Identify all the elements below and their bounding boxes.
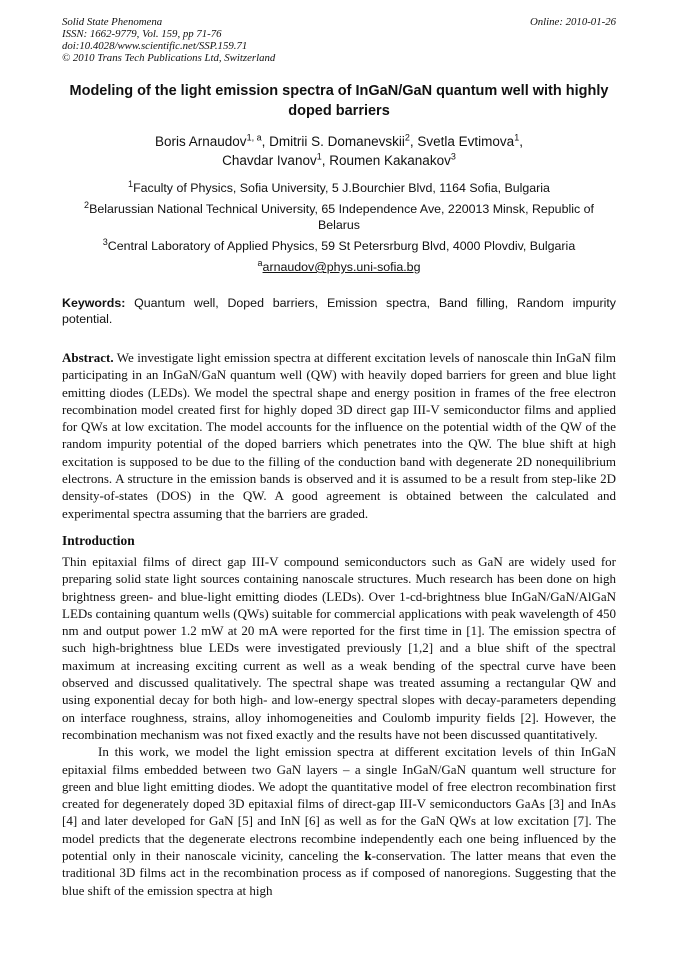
email-link[interactable]: arnaudov@phys.uni-sofia.bg	[262, 260, 421, 274]
abstract-label: Abstract.	[62, 350, 114, 365]
email-sup: a	[257, 257, 263, 268]
affiliation-text: Belarussian National Technical University, 65 Independence Ave, 220013 Minsk, Republic of Belarus	[89, 202, 594, 232]
affiliations-block	[62, 180, 616, 275]
paper-title: Modeling of the light emission spectra of InGaN/GaN quantum well with highly doped barriers	[69, 83, 609, 119]
abstract-text: We investigate light emission spectra at different excitation levels of nanoscale thin InGaN film participating in an InGaN/GaN quantum well (QW) with heavily doped barriers for green and blue light emitting diodes (LEDs). We model the spectral shape and energy position in frames of the free electron recombination model created first for highly doped 3D direct gap III-V semiconductor films and applied for QWs at low excitation. The model accounts for the influence on the potential width of the QW of the random impurity potential of the doped barriers which penetrates into the QW. The blue shift at high excitation is supposed to be due to the filling of the conduction band with degenerate 2D nonequilibrium electrons. A structure in the emission bands is observed and it is assumed to be a result from step-like 2D density-of-states (DOS) in the QW. A good agreement is obtained between the calculated and experimental spectra assuming that the barriers are graded.	[62, 350, 616, 521]
journal-header	[62, 16, 616, 64]
author-name: Roumen Kakanakov	[329, 153, 451, 168]
issn-line: ISSN: 1662-9779, Vol. 159, pp 71-76	[62, 28, 222, 40]
introduction-heading: Introduction	[62, 532, 135, 548]
copyright-line: © 2010 Trans Tech Publications Ltd, Switzerland	[62, 52, 276, 64]
doi-line: doi:10.4028/www.scientific.net/SSP.159.71	[62, 40, 248, 52]
author-separator: ,	[409, 134, 418, 149]
author-separator: ,	[321, 153, 330, 168]
intro-paragraph-2	[62, 743, 616, 899]
email-line	[62, 259, 616, 275]
author-separator: ,	[519, 134, 523, 149]
journal-name: Solid State Phenomena	[62, 16, 163, 28]
author-name: Boris Arnaudov	[155, 134, 247, 149]
affiliation-3	[62, 238, 616, 254]
affiliation-sup: 3	[102, 236, 108, 247]
keywords-label: Keywords:	[62, 296, 126, 310]
authors-block	[62, 132, 616, 170]
authors-line-2	[62, 151, 616, 170]
affiliation-text: Faculty of Physics, Sofia University, 5 J.Bourchier Blvd, 1164 Sofia, Bulgaria	[133, 181, 550, 195]
keywords-block	[62, 295, 616, 327]
author-sup: 1	[514, 132, 520, 143]
author-name: Svetla Evtimova	[417, 134, 515, 149]
author-separator: ,	[261, 134, 270, 149]
author-sup: 1	[316, 151, 322, 162]
abstract-block	[62, 349, 616, 522]
author-name: Chavdar Ivanov	[222, 153, 317, 168]
bold-k-symbol: k	[364, 848, 372, 864]
intro-paragraph-1: Thin epitaxial films of direct gap III-V compound semiconductors such as GaN are widely used for preparing solid state light sources containing nanoscale structures. Much research has been done on high brightness green- and blue-light emitting diodes (LEDs). Over 1-cd-brightness blue InGaN/GaN/AlGaN LEDs containing quantum wells (QWs) suitable for commercial applications with peak wavelength of 450 nm and output power 1.2 mW at 20 mA were reported for the first time in [1]. The emission spectra of such high-brightness blue LEDs were investigated previously [1,2] and a blue shift of the spectral maximum at increasing exciting current as well as a weak bending of the spectral curve have been observed and discussed qualitatively. The spectral shape was treated assuming a rectangular QW and using exponential decay for both high- and low-energy spectral slopes with decay-parameters depending on interface roughness, strains, alloy inhomogeneities and Coulomb impurity fields [2]. However, the recombination mechanism was not fixed exactly and the results have not been discussed quantitatively.	[62, 553, 616, 742]
author-name: Dmitrii S. Domanevskii	[269, 134, 405, 149]
online-date: Online: 2010-01-26	[529, 16, 616, 28]
authors-line-1	[62, 132, 616, 151]
author-sup: 3	[450, 151, 456, 162]
author-sup: 2	[404, 132, 410, 143]
affiliation-1	[62, 180, 616, 196]
affiliation-sup: 2	[84, 199, 90, 210]
author-sup: 1, a	[246, 132, 262, 143]
keywords-text: Quantum well, Doped barriers, Emission spectra, Band filling, Random impurity potential.	[62, 296, 616, 326]
affiliation-2	[62, 201, 616, 233]
affiliation-text: Central Laboratory of Applied Physics, 59 St Petersrburg Blvd, 4000 Plovdiv, Bulgaria	[107, 239, 576, 253]
affiliation-sup: 1	[128, 178, 134, 189]
intro-paragraph-2-text-after: -conservation. The latter means that even the traditional 3D films act in the recombination process as if composed of nanoregions. Suggesting that the blue shift of the emission spectra at high	[62, 848, 617, 898]
intro-paragraph-2-text-before: In this work, we model the light emission spectra at different excitation levels of thin InGaN epitaxial films embedded between two GaN layers – a single InGaN/GaN quantum well structure for green and blue light emitting diodes. We adopt the quantitative model of free electron recombination first created for degenerately doped 3D epitaxial films of direct-gap III-V semiconductors GaAs [3] and InAs [4] and later developed for GaN [5] and InN [6] as well as for the GaN QWs at low excitation [7]. The model predicts that the degenerate electrons recombine independently each one being influenced by the potential only in their nanoscale vicinity, canceling the	[62, 744, 616, 864]
journal-header-left	[62, 16, 275, 64]
